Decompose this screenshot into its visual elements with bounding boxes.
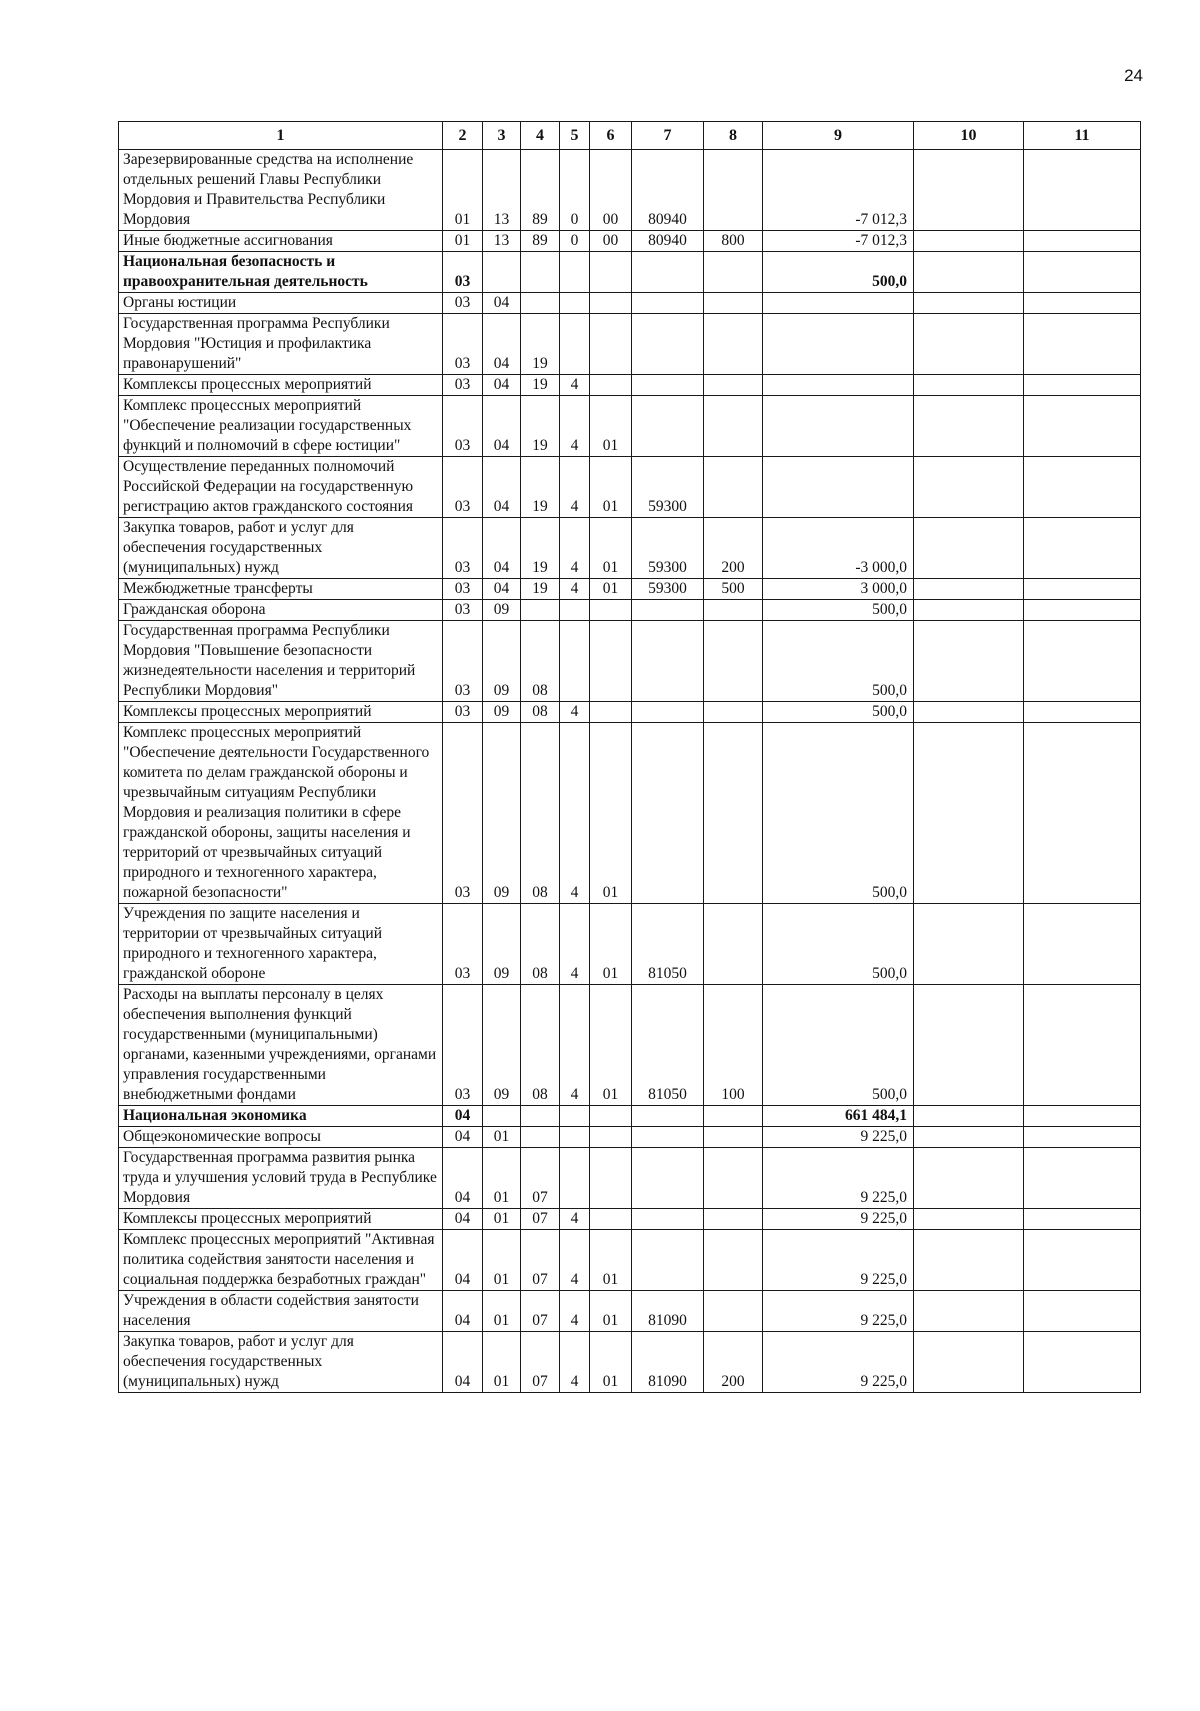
- table-row: [119, 396, 1141, 457]
- column-10-value: [914, 600, 1024, 621]
- item-name: Государственная программа Республики Мордовия "Юстиция и профилактика правонарушений": [119, 314, 443, 375]
- activity-code: 01: [590, 396, 632, 457]
- direction-code: 59300: [632, 518, 704, 579]
- subsection-code: 09: [483, 985, 521, 1106]
- expense-type-code: 200: [704, 518, 763, 579]
- program-code: 19: [521, 396, 560, 457]
- direction-code: [632, 702, 704, 723]
- activity-code: 01: [590, 1332, 632, 1393]
- program-code: [521, 600, 560, 621]
- activity-code: [590, 293, 632, 314]
- program-code: 08: [521, 702, 560, 723]
- direction-code: [632, 1106, 704, 1127]
- section-code: 03: [443, 579, 483, 600]
- amount-value: -7 012,3: [763, 231, 914, 252]
- amount-value: 9 225,0: [763, 1230, 914, 1291]
- column-11-value: [1024, 1127, 1141, 1148]
- section-code: 03: [443, 702, 483, 723]
- column-10-value: [914, 1106, 1024, 1127]
- column-header: 4: [521, 122, 560, 150]
- column-10-value: [914, 1291, 1024, 1332]
- table-row: [119, 723, 1141, 904]
- table-row: [119, 621, 1141, 702]
- amount-value: 3 000,0: [763, 579, 914, 600]
- expense-type-code: [704, 1127, 763, 1148]
- table-row: [119, 1332, 1141, 1393]
- item-name: Гражданская оборона: [119, 600, 443, 621]
- activity-code: 00: [590, 150, 632, 231]
- section-code: 03: [443, 314, 483, 375]
- program-code: [521, 252, 560, 293]
- budget-table: [118, 121, 1141, 1393]
- expense-type-code: [704, 150, 763, 231]
- direction-code: [632, 252, 704, 293]
- program-code: 07: [521, 1332, 560, 1393]
- section-code: 03: [443, 293, 483, 314]
- amount-value: [763, 396, 914, 457]
- subprogram-code: 4: [560, 985, 590, 1106]
- amount-value: 9 225,0: [763, 1127, 914, 1148]
- amount-value: 500,0: [763, 904, 914, 985]
- subsection-code: [483, 252, 521, 293]
- program-code: 08: [521, 985, 560, 1106]
- amount-value: -3 000,0: [763, 518, 914, 579]
- direction-code: 81090: [632, 1291, 704, 1332]
- column-11-value: [1024, 621, 1141, 702]
- table-row: [119, 314, 1141, 375]
- section-code: 04: [443, 1148, 483, 1209]
- subprogram-code: [560, 1148, 590, 1209]
- amount-value: 500,0: [763, 600, 914, 621]
- program-code: [521, 1106, 560, 1127]
- item-name: Иные бюджетные ассигнования: [119, 231, 443, 252]
- subsection-code: 04: [483, 314, 521, 375]
- expense-type-code: [704, 702, 763, 723]
- table-row: [119, 702, 1141, 723]
- direction-code: 81050: [632, 985, 704, 1106]
- column-11-value: [1024, 231, 1141, 252]
- activity-code: [590, 252, 632, 293]
- amount-value: 9 225,0: [763, 1209, 914, 1230]
- column-10-value: [914, 231, 1024, 252]
- subprogram-code: 4: [560, 1209, 590, 1230]
- column-10-value: [914, 150, 1024, 231]
- item-name: Общеэкономические вопросы: [119, 1127, 443, 1148]
- expense-type-code: [704, 600, 763, 621]
- section-code: 03: [443, 375, 483, 396]
- activity-code: [590, 600, 632, 621]
- direction-code: [632, 1209, 704, 1230]
- section-code: 03: [443, 723, 483, 904]
- table-row: [119, 1209, 1141, 1230]
- column-10-value: [914, 375, 1024, 396]
- section-code: 03: [443, 396, 483, 457]
- program-code: 89: [521, 150, 560, 231]
- subsection-code: 13: [483, 231, 521, 252]
- item-name: Зарезервированные средства на исполнение отдельных решений Главы Республики Мордовия и Правительства Республики Мордовия: [119, 150, 443, 231]
- program-code: 08: [521, 621, 560, 702]
- program-code: [521, 293, 560, 314]
- subsection-code: 01: [483, 1230, 521, 1291]
- column-10-value: [914, 314, 1024, 375]
- direction-code: [632, 375, 704, 396]
- direction-code: 80940: [632, 150, 704, 231]
- item-name: Закупка товаров, работ и услуг для обеспечения государственных (муниципальных) нужд: [119, 1332, 443, 1393]
- item-name: Комплекс процессных мероприятий "Активная политика содействия занятости населения и социальная поддержка безработных граждан": [119, 1230, 443, 1291]
- expense-type-code: [704, 1106, 763, 1127]
- column-11-value: [1024, 293, 1141, 314]
- subsection-code: 01: [483, 1291, 521, 1332]
- subprogram-code: 0: [560, 150, 590, 231]
- program-code: 08: [521, 723, 560, 904]
- activity-code: 00: [590, 231, 632, 252]
- direction-code: 59300: [632, 457, 704, 518]
- column-10-value: [914, 396, 1024, 457]
- item-name: Государственная программа развития рынка труда и улучшения условий труда в Республике Мордовия: [119, 1148, 443, 1209]
- table-row: [119, 600, 1141, 621]
- table-row: [119, 985, 1141, 1106]
- subprogram-code: 4: [560, 904, 590, 985]
- subprogram-code: 4: [560, 375, 590, 396]
- activity-code: [590, 1209, 632, 1230]
- subprogram-code: 4: [560, 457, 590, 518]
- subsection-code: 04: [483, 518, 521, 579]
- column-header: 11: [1024, 122, 1141, 150]
- activity-code: 01: [590, 1230, 632, 1291]
- table-body: [119, 150, 1141, 1393]
- program-code: [521, 1127, 560, 1148]
- amount-value: 500,0: [763, 723, 914, 904]
- direction-code: [632, 723, 704, 904]
- expense-type-code: [704, 621, 763, 702]
- subsection-code: 09: [483, 723, 521, 904]
- direction-code: 81050: [632, 904, 704, 985]
- section-code: 01: [443, 231, 483, 252]
- column-10-value: [914, 621, 1024, 702]
- expense-type-code: [704, 293, 763, 314]
- direction-code: [632, 293, 704, 314]
- amount-value: [763, 375, 914, 396]
- expense-type-code: 100: [704, 985, 763, 1106]
- section-code: 03: [443, 457, 483, 518]
- activity-code: [590, 702, 632, 723]
- direction-code: 80940: [632, 231, 704, 252]
- item-name: Национальная безопасность и правоохранительная деятельность: [119, 252, 443, 293]
- subprogram-code: [560, 1106, 590, 1127]
- column-11-value: [1024, 252, 1141, 293]
- direction-code: [632, 1148, 704, 1209]
- activity-code: [590, 375, 632, 396]
- subsection-code: 04: [483, 579, 521, 600]
- column-10-value: [914, 702, 1024, 723]
- amount-value: 9 225,0: [763, 1332, 914, 1393]
- direction-code: [632, 396, 704, 457]
- column-11-value: [1024, 702, 1141, 723]
- section-code: 03: [443, 985, 483, 1106]
- section-code: 04: [443, 1230, 483, 1291]
- column-header: 1: [119, 122, 443, 150]
- item-name: Комплекс процессных мероприятий "Обеспечение деятельности Государственного комитета по делам гражданской обороны и чрезвычайным ситуациям Республики Мордовия и реализация политики в сфере гражданской обороны, защиты населения и территорий от чрезвычайных ситуаций природного и техногенного характера, пожарной безопасности": [119, 723, 443, 904]
- expense-type-code: 200: [704, 1332, 763, 1393]
- subprogram-code: 4: [560, 723, 590, 904]
- column-header: 7: [632, 122, 704, 150]
- subsection-code: 04: [483, 293, 521, 314]
- section-code: 03: [443, 518, 483, 579]
- subprogram-code: 4: [560, 702, 590, 723]
- column-11-value: [1024, 1209, 1141, 1230]
- program-code: 19: [521, 375, 560, 396]
- column-11-value: [1024, 396, 1141, 457]
- program-code: 07: [521, 1291, 560, 1332]
- column-header: 9: [763, 122, 914, 150]
- direction-code: [632, 1230, 704, 1291]
- amount-value: 500,0: [763, 621, 914, 702]
- subsection-code: 09: [483, 904, 521, 985]
- activity-code: 01: [590, 985, 632, 1106]
- section-code: 03: [443, 252, 483, 293]
- column-header: 5: [560, 122, 590, 150]
- program-code: 07: [521, 1148, 560, 1209]
- subprogram-code: 4: [560, 1332, 590, 1393]
- column-10-value: [914, 904, 1024, 985]
- subprogram-code: [560, 1127, 590, 1148]
- program-code: 89: [521, 231, 560, 252]
- amount-value: [763, 457, 914, 518]
- direction-code: 59300: [632, 579, 704, 600]
- item-name: Государственная программа Республики Мордовия "Повышение безопасности жизнедеятельности населения и территорий Республики Мордовия": [119, 621, 443, 702]
- subsection-code: 01: [483, 1127, 521, 1148]
- column-10-value: [914, 1209, 1024, 1230]
- subprogram-code: 4: [560, 579, 590, 600]
- table-row: [119, 518, 1141, 579]
- item-name: Межбюджетные трансферты: [119, 579, 443, 600]
- activity-code: 01: [590, 457, 632, 518]
- program-code: 08: [521, 904, 560, 985]
- column-11-value: [1024, 1291, 1141, 1332]
- section-code: 04: [443, 1209, 483, 1230]
- column-11-value: [1024, 985, 1141, 1106]
- activity-code: [590, 621, 632, 702]
- subsection-code: 04: [483, 375, 521, 396]
- amount-value: -7 012,3: [763, 150, 914, 231]
- column-10-value: [914, 293, 1024, 314]
- subsection-code: 09: [483, 600, 521, 621]
- column-11-value: [1024, 1332, 1141, 1393]
- activity-code: 01: [590, 1291, 632, 1332]
- expense-type-code: [704, 375, 763, 396]
- section-code: 03: [443, 600, 483, 621]
- table-row: [119, 1106, 1141, 1127]
- expense-type-code: [704, 1148, 763, 1209]
- item-name: Осуществление переданных полномочий Российской Федерации на государственную регистрацию актов гражданского состояния: [119, 457, 443, 518]
- column-10-value: [914, 252, 1024, 293]
- item-name: Учреждения в области содействия занятости населения: [119, 1291, 443, 1332]
- page-number: 24: [1124, 66, 1143, 85]
- table-row: [119, 904, 1141, 985]
- item-name: Закупка товаров, работ и услуг для обеспечения государственных (муниципальных) нужд: [119, 518, 443, 579]
- section-code: 03: [443, 904, 483, 985]
- column-10-value: [914, 1230, 1024, 1291]
- expense-type-code: [704, 457, 763, 518]
- expense-type-code: [704, 1291, 763, 1332]
- subprogram-code: [560, 252, 590, 293]
- column-11-value: [1024, 600, 1141, 621]
- table-row: [119, 1148, 1141, 1209]
- activity-code: [590, 1127, 632, 1148]
- table-row: [119, 1291, 1141, 1332]
- item-name: Комплекс процессных мероприятий "Обеспечение реализации государственных функций и полномочий в сфере юстиции": [119, 396, 443, 457]
- table-row: [119, 231, 1141, 252]
- column-10-value: [914, 1332, 1024, 1393]
- column-10-value: [914, 1148, 1024, 1209]
- program-code: 19: [521, 518, 560, 579]
- subsection-code: 13: [483, 150, 521, 231]
- expense-type-code: [704, 723, 763, 904]
- subsection-code: [483, 1106, 521, 1127]
- amount-value: [763, 314, 914, 375]
- expense-type-code: [704, 396, 763, 457]
- section-code: 01: [443, 150, 483, 231]
- column-11-value: [1024, 1230, 1141, 1291]
- table-row: [119, 579, 1141, 600]
- item-name: Комплексы процессных мероприятий: [119, 1209, 443, 1230]
- column-header: 3: [483, 122, 521, 150]
- amount-value: 500,0: [763, 985, 914, 1106]
- subsection-code: 09: [483, 702, 521, 723]
- item-name: Национальная экономика: [119, 1106, 443, 1127]
- column-11-value: [1024, 518, 1141, 579]
- item-name: Комплексы процессных мероприятий: [119, 702, 443, 723]
- program-code: 07: [521, 1209, 560, 1230]
- item-name: Комплексы процессных мероприятий: [119, 375, 443, 396]
- expense-type-code: [704, 1230, 763, 1291]
- activity-code: 01: [590, 579, 632, 600]
- program-code: 19: [521, 457, 560, 518]
- amount-value: [763, 293, 914, 314]
- subprogram-code: [560, 293, 590, 314]
- column-11-value: [1024, 579, 1141, 600]
- column-11-value: [1024, 723, 1141, 904]
- table-row: [119, 150, 1141, 231]
- subprogram-code: 4: [560, 518, 590, 579]
- table-row: [119, 457, 1141, 518]
- column-10-value: [914, 723, 1024, 904]
- column-11-value: [1024, 457, 1141, 518]
- column-11-value: [1024, 1148, 1141, 1209]
- column-11-value: [1024, 375, 1141, 396]
- activity-code: [590, 314, 632, 375]
- column-10-value: [914, 579, 1024, 600]
- activity-code: [590, 1106, 632, 1127]
- activity-code: 01: [590, 723, 632, 904]
- column-header: 6: [590, 122, 632, 150]
- direction-code: [632, 600, 704, 621]
- item-name: Учреждения по защите населения и территории от чрезвычайных ситуаций природного и техногенного характера, гражданской обороне: [119, 904, 443, 985]
- expense-type-code: [704, 252, 763, 293]
- activity-code: 01: [590, 904, 632, 985]
- subsection-code: 01: [483, 1332, 521, 1393]
- subprogram-code: 0: [560, 231, 590, 252]
- table-row: [119, 252, 1141, 293]
- expense-type-code: 800: [704, 231, 763, 252]
- direction-code: 81090: [632, 1332, 704, 1393]
- amount-value: 9 225,0: [763, 1291, 914, 1332]
- expense-type-code: 500: [704, 579, 763, 600]
- table-row: [119, 1230, 1141, 1291]
- subprogram-code: [560, 314, 590, 375]
- table-row: [119, 375, 1141, 396]
- activity-code: 01: [590, 518, 632, 579]
- expense-type-code: [704, 1209, 763, 1230]
- column-11-value: [1024, 150, 1141, 231]
- direction-code: [632, 314, 704, 375]
- subprogram-code: 4: [560, 1230, 590, 1291]
- section-code: 04: [443, 1332, 483, 1393]
- column-10-value: [914, 985, 1024, 1106]
- subprogram-code: 4: [560, 1291, 590, 1332]
- table-row: [119, 1127, 1141, 1148]
- column-10-value: [914, 518, 1024, 579]
- subsection-code: 09: [483, 621, 521, 702]
- amount-value: 661 484,1: [763, 1106, 914, 1127]
- header-row: [119, 122, 1141, 150]
- amount-value: 9 225,0: [763, 1148, 914, 1209]
- column-10-value: [914, 457, 1024, 518]
- amount-value: 500,0: [763, 702, 914, 723]
- expense-type-code: [704, 904, 763, 985]
- item-name: Расходы на выплаты персоналу в целях обеспечения выполнения функций государственными (муниципальными) органами, казенными учреждениями, органами управления государственными внебюджетными фондами: [119, 985, 443, 1106]
- column-10-value: [914, 1127, 1024, 1148]
- activity-code: [590, 1148, 632, 1209]
- program-code: 07: [521, 1230, 560, 1291]
- section-code: 04: [443, 1127, 483, 1148]
- column-11-value: [1024, 314, 1141, 375]
- section-code: 04: [443, 1291, 483, 1332]
- column-header: 8: [704, 122, 763, 150]
- column-header: 10: [914, 122, 1024, 150]
- section-code: 04: [443, 1106, 483, 1127]
- direction-code: [632, 621, 704, 702]
- expense-type-code: [704, 314, 763, 375]
- program-code: 19: [521, 579, 560, 600]
- column-11-value: [1024, 904, 1141, 985]
- direction-code: [632, 1127, 704, 1148]
- subprogram-code: [560, 621, 590, 702]
- program-code: 19: [521, 314, 560, 375]
- column-11-value: [1024, 1106, 1141, 1127]
- section-code: 03: [443, 621, 483, 702]
- subsection-code: 01: [483, 1209, 521, 1230]
- subprogram-code: 4: [560, 396, 590, 457]
- subprogram-code: [560, 600, 590, 621]
- column-header: 2: [443, 122, 483, 150]
- amount-value: 500,0: [763, 252, 914, 293]
- subsection-code: 01: [483, 1148, 521, 1209]
- item-name: Органы юстиции: [119, 293, 443, 314]
- subsection-code: 04: [483, 396, 521, 457]
- subsection-code: 04: [483, 457, 521, 518]
- table-row: [119, 293, 1141, 314]
